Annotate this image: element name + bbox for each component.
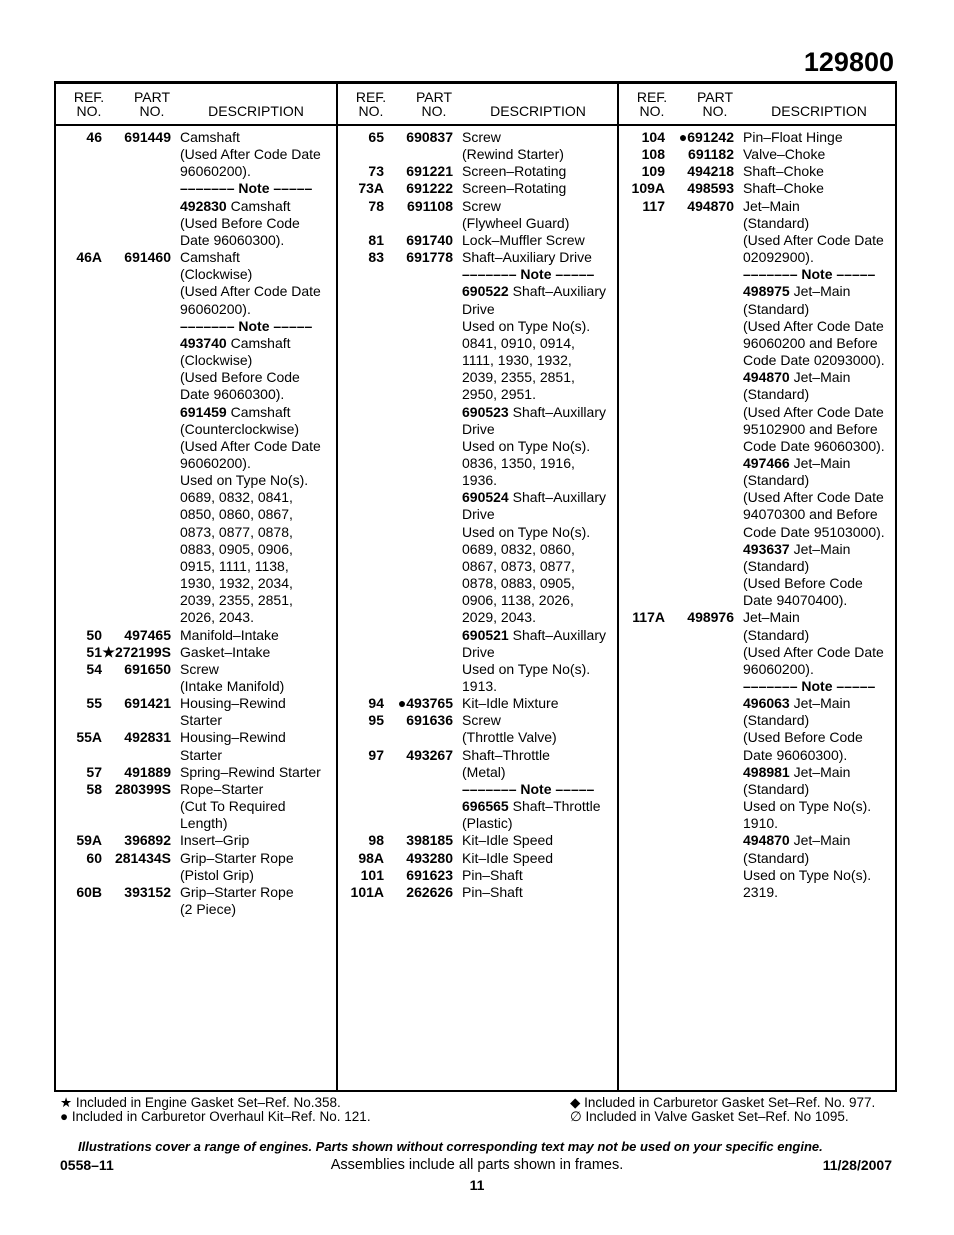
part-number xyxy=(384,283,453,403)
part-number: 691449 xyxy=(124,129,171,145)
part-row xyxy=(56,850,336,884)
part-description xyxy=(734,541,897,610)
part-description: Housing–Rewind Starter xyxy=(180,695,286,729)
part-description: Camshaft (Clockwise) (Used After Code Date 96060200). xyxy=(180,249,321,317)
ref-number: 94 xyxy=(368,695,384,712)
part-description: Grip–Starter Rope (2 Piece) xyxy=(180,883,294,918)
parts-column-2 xyxy=(336,84,619,1090)
alt-part-description: Shaft–Auxillary Drive Used on Type No(s). 1913. xyxy=(462,626,606,694)
part-description: Screw (Flywheel Guard) xyxy=(462,197,570,231)
part-row xyxy=(56,180,336,197)
ref-number xyxy=(619,832,665,901)
part-number: 393152 xyxy=(124,883,171,900)
part-description xyxy=(453,283,619,403)
part-number xyxy=(102,404,171,627)
part-row xyxy=(56,404,336,627)
part-number xyxy=(665,266,734,283)
part-description xyxy=(734,455,897,541)
part-row xyxy=(619,129,897,146)
ref-number: 60 xyxy=(86,849,102,866)
part-number xyxy=(384,404,453,490)
alt-part-number: 493740 xyxy=(180,334,227,351)
column-header xyxy=(56,84,336,126)
ref-number xyxy=(56,335,102,404)
part-description: Kit–Idle Speed xyxy=(462,832,554,849)
ref-number xyxy=(56,404,102,627)
part-number: 691221 xyxy=(406,163,453,180)
ref-number: 73A xyxy=(358,180,384,197)
part-row xyxy=(56,764,336,781)
ref-no-header: REF. NO. xyxy=(636,89,668,119)
alt-part-number: 494870 xyxy=(743,832,790,849)
alt-part-description: Camshaft (Clockwise) (Used Before Code Date 96060300). xyxy=(180,334,300,403)
parts-column-1 xyxy=(56,84,336,1090)
legend-star: ★ Included in Engine Gasket Set–Ref. No.358. xyxy=(60,1095,341,1110)
part-number: 690837 xyxy=(406,129,453,145)
alt-part-number: 493637 xyxy=(743,540,790,557)
part-row xyxy=(619,163,897,180)
part-number: 281434S xyxy=(114,849,171,866)
parts-rows xyxy=(619,129,897,901)
alt-part-number: 496063 xyxy=(743,695,790,712)
part-description: Shaft–Auxiliary Drive xyxy=(462,249,592,266)
part-number: ●691242 xyxy=(678,129,734,145)
part-description: Lock–Muffler Screw xyxy=(462,231,585,248)
part-row xyxy=(619,832,897,901)
ref-number xyxy=(619,695,665,764)
part-row xyxy=(338,198,619,232)
part-row xyxy=(338,798,619,832)
part-row xyxy=(56,198,336,249)
description-header: DESCRIPTION xyxy=(208,103,304,119)
part-row xyxy=(619,369,897,455)
ref-number: 98 xyxy=(368,832,384,849)
alt-part-description: Shaft–Auxillary Drive Used on Type No(s). 0836, 1350, 1916, 1936. xyxy=(462,403,606,489)
page-number: 11 xyxy=(469,1177,485,1193)
ref-number: 78 xyxy=(368,197,384,214)
part-no-header: PART NO. xyxy=(133,89,171,119)
column-header xyxy=(338,84,619,126)
alt-part-number: 690524 xyxy=(462,489,509,506)
part-description xyxy=(734,832,897,901)
part-number xyxy=(384,266,453,283)
part-row xyxy=(619,283,897,369)
ref-number xyxy=(619,764,665,833)
part-row xyxy=(56,832,336,849)
ref-number xyxy=(338,404,384,490)
alt-part-description: Jet–Main (Standard) (Used After Code Date 95102900 and Before Code Date 96060300). xyxy=(743,369,885,454)
ref-number: 54 xyxy=(86,660,102,677)
ref-number: 104 xyxy=(641,129,665,145)
part-number xyxy=(384,627,453,696)
disclaimer: Illustrations cover a range of engines. Parts shown without corresponding text may not be used on your specific engine. xyxy=(78,1139,823,1154)
part-no-header: PART NO. xyxy=(415,89,453,119)
part-description: Pin–Float Hinge xyxy=(743,129,843,145)
ref-number xyxy=(338,781,384,798)
part-number: ★272199S xyxy=(102,643,171,660)
part-row xyxy=(338,884,619,901)
ref-number xyxy=(619,541,665,610)
part-description: Valve–Choke xyxy=(743,146,826,163)
part-row xyxy=(56,249,336,318)
description-header: DESCRIPTION xyxy=(490,103,586,119)
part-number: 691623 xyxy=(406,866,453,883)
part-number: 498593 xyxy=(687,180,734,197)
alt-part-description: Jet–Main (Standard) (Used After Code Date 96060200 and Before Code Date 02093000). xyxy=(743,283,885,369)
alt-part-description: Camshaft (Used Before Code Date 96060300). xyxy=(180,197,300,248)
part-description: Rope–Starter (Cut To Required Length) xyxy=(180,780,286,832)
part-row xyxy=(338,404,619,490)
part-row xyxy=(56,335,336,404)
ref-number: 65 xyxy=(368,129,384,145)
part-number xyxy=(102,318,171,335)
part-number xyxy=(102,180,171,197)
part-number: 280399S xyxy=(114,780,171,797)
part-number xyxy=(665,283,734,369)
alt-part-number: 696565 xyxy=(462,798,509,815)
ref-number: 101A xyxy=(350,883,384,900)
part-row xyxy=(338,163,619,180)
part-row xyxy=(338,489,619,626)
note-divider: ––––––– Note ––––– xyxy=(180,180,313,197)
part-description xyxy=(734,369,897,455)
part-row xyxy=(338,850,619,867)
ref-number: 50 xyxy=(86,626,102,643)
model-number: 129800 xyxy=(803,47,894,77)
part-row xyxy=(56,644,336,661)
alt-part-description: Shaft–Throttle (Plastic) xyxy=(462,798,601,832)
alt-part-description: Jet–Main (Standard) (Used Before Code Date 94070400). xyxy=(743,540,863,609)
part-row xyxy=(56,318,336,335)
part-number: 497465 xyxy=(124,626,171,643)
ref-number: 51 xyxy=(86,643,102,660)
part-row xyxy=(619,695,897,764)
part-number: 491889 xyxy=(124,763,171,780)
part-row xyxy=(56,695,336,729)
legend-empty-set: ∅ Included in Valve Gasket Set–Ref. No 1095. xyxy=(570,1109,849,1124)
note-divider: ––––––– Note ––––– xyxy=(180,317,313,334)
ref-number xyxy=(338,489,384,626)
ref-number: 55 xyxy=(86,695,102,712)
part-description: Housing–Rewind Starter xyxy=(180,729,286,763)
alt-part-number: 690522 xyxy=(462,283,509,300)
part-number: 691108 xyxy=(407,197,453,214)
alt-part-number: 498975 xyxy=(743,283,790,300)
part-row xyxy=(338,747,619,781)
part-row xyxy=(338,781,619,798)
ref-number xyxy=(338,266,384,283)
part-description: Grip–Starter Rope (Pistol Grip) xyxy=(180,849,294,883)
part-row xyxy=(338,232,619,249)
part-number: 691636 xyxy=(406,712,453,729)
part-description: Screw (Intake Manifold) xyxy=(180,660,285,694)
part-number xyxy=(102,198,171,249)
document-code: 0558–11 xyxy=(60,1157,114,1173)
part-number xyxy=(384,489,453,626)
part-number: 691421 xyxy=(124,695,171,712)
alt-part-number: 492830 xyxy=(180,197,227,214)
part-number: 492831 xyxy=(124,729,171,746)
part-description: Jet–Main (Standard) (Used After Code Date 02092900). xyxy=(743,197,884,266)
ref-number: 109 xyxy=(641,163,665,180)
part-number: ●493765 xyxy=(397,695,453,712)
part-description: Screw (Rewind Starter) xyxy=(462,129,564,163)
part-number: 396892 xyxy=(124,832,171,849)
part-description xyxy=(453,489,619,626)
part-number xyxy=(665,678,734,695)
alt-part-description: Shaft–Auxillary Drive Used on Type No(s). 0689, 0832, 0860, 0867, 0873, 0877, 0878, 0883, 0905, 0906, 1138, 2026, 2029, 2043. xyxy=(462,489,606,626)
alt-part-description: Camshaft (Counterclockwise) (Used After Code Date 96060200). Used on Type No(s). 0689, 0832, 0841, 0850, 0860, 0867, 0873, 0877, 0878, 0883, 0905, 0906, 0915, 1111, 1138, 1930, 1932, 2034, 2039, 2355, 2851, 2026, 2043. xyxy=(180,403,321,626)
part-number xyxy=(384,781,453,798)
part-description xyxy=(171,335,336,404)
note-divider: ––––––– Note ––––– xyxy=(462,266,595,283)
alt-part-description: Jet–Main (Standard) Used on Type No(s). 2319. xyxy=(743,832,872,900)
part-number: 493280 xyxy=(406,849,453,866)
part-row xyxy=(338,832,619,849)
parts-rows xyxy=(338,129,619,901)
part-description xyxy=(171,198,336,249)
assemblies-note: Assemblies include all parts shown in frames. xyxy=(330,1157,624,1173)
ref-number xyxy=(619,455,665,541)
alt-part-number: 497466 xyxy=(743,454,790,471)
part-row xyxy=(619,541,897,610)
part-number: 493267 xyxy=(406,746,453,763)
part-number: 691650 xyxy=(124,660,171,677)
part-no-header: PART NO. xyxy=(696,89,734,119)
legend-dot: ● Included in Carburetor Overhaul Kit–Ref. No. 121. xyxy=(60,1109,371,1124)
part-description xyxy=(734,283,897,369)
part-number: 691740 xyxy=(406,231,453,248)
part-description: Spring–Rewind Starter xyxy=(180,763,321,780)
part-row xyxy=(619,266,897,283)
part-description: Shaft–Choke xyxy=(743,180,824,197)
parts-column-3 xyxy=(617,84,897,1090)
part-number xyxy=(665,455,734,541)
ref-number xyxy=(619,283,665,369)
part-description: Manifold–Intake xyxy=(180,626,279,643)
ref-number: 98A xyxy=(358,849,384,866)
part-description: Screen–Rotating xyxy=(462,163,567,180)
part-description xyxy=(453,404,619,490)
ref-no-header: REF. NO. xyxy=(73,89,105,119)
part-row xyxy=(56,884,336,918)
parts-table xyxy=(54,82,897,1092)
part-number: 691460 xyxy=(124,249,171,266)
part-row xyxy=(619,609,897,678)
part-number xyxy=(665,541,734,610)
ref-number xyxy=(338,283,384,403)
part-row xyxy=(338,695,619,712)
document-date: 11/28/2007 xyxy=(822,1157,892,1173)
part-description xyxy=(734,695,897,764)
part-description: Insert–Grip xyxy=(180,832,250,849)
part-row xyxy=(56,129,336,180)
part-description xyxy=(453,798,619,832)
part-description xyxy=(734,764,897,833)
ref-number: 73 xyxy=(368,163,384,180)
part-number xyxy=(102,335,171,404)
part-number: 398185 xyxy=(406,832,453,849)
ref-number xyxy=(56,198,102,249)
part-number xyxy=(665,695,734,764)
ref-number: 46A xyxy=(76,249,102,266)
part-number: 494870 xyxy=(687,197,734,214)
part-description: Screen–Rotating xyxy=(462,180,567,197)
note-divider: ––––––– Note ––––– xyxy=(462,780,595,797)
ref-no-header: REF. NO. xyxy=(355,89,387,119)
ref-number: 117 xyxy=(642,197,665,214)
part-row xyxy=(56,781,336,832)
part-description: Camshaft (Used After Code Date 96060200). xyxy=(180,129,321,180)
part-row xyxy=(619,198,897,267)
part-row xyxy=(338,867,619,884)
part-number xyxy=(665,832,734,901)
part-row xyxy=(338,249,619,266)
part-row xyxy=(619,678,897,695)
part-number xyxy=(384,798,453,832)
ref-number: 83 xyxy=(368,249,384,266)
part-description: Pin–Shaft xyxy=(462,883,523,900)
part-row xyxy=(338,180,619,197)
part-description xyxy=(171,404,336,627)
part-number xyxy=(665,764,734,833)
column-header xyxy=(619,84,897,126)
part-description: Kit–Idle Mixture xyxy=(462,695,559,712)
ref-number: 46 xyxy=(86,129,102,145)
alt-part-description: Jet–Main (Standard) (Used After Code Date 94070300 and Before Code Date 95103000). xyxy=(743,454,885,540)
part-row xyxy=(56,661,336,695)
part-description: Screw (Throttle Valve) xyxy=(462,712,557,746)
part-number: 498976 xyxy=(687,609,734,626)
part-description: Pin–Shaft xyxy=(462,866,523,883)
alt-part-description: Shaft–Auxiliary Drive Used on Type No(s). 0841, 0910, 0914, 1111, 1930, 1932, 2039, 2355, 2851, 2950, 2951. xyxy=(462,283,606,403)
part-row xyxy=(56,627,336,644)
parts-rows xyxy=(56,129,336,918)
ref-number: 59A xyxy=(76,832,102,849)
ref-number xyxy=(619,266,665,283)
alt-part-number: 498981 xyxy=(743,763,790,780)
ref-number: 101 xyxy=(360,866,384,883)
alt-part-number: 691459 xyxy=(180,403,227,420)
part-description: Shaft–Choke xyxy=(743,163,824,180)
part-row xyxy=(619,764,897,833)
note-divider: ––––––– Note ––––– xyxy=(743,678,876,694)
ref-number xyxy=(56,318,102,335)
part-description: Jet–Main (Standard) (Used After Code Date 96060200). xyxy=(743,609,884,677)
part-number: 262626 xyxy=(406,883,453,900)
alt-part-description: Jet–Main (Standard) Used on Type No(s). 1910. xyxy=(743,763,872,832)
note-divider: ––––––– Note ––––– xyxy=(743,266,876,283)
legend-diamond: ◆ Included in Carburetor Gasket Set–Ref. No. 977. xyxy=(570,1095,876,1110)
ref-number xyxy=(56,180,102,197)
ref-number: 60B xyxy=(76,883,102,900)
part-number xyxy=(665,369,734,455)
alt-part-description: Jet–Main (Standard) (Used Before Code Date 96060300). xyxy=(743,695,863,763)
part-number: 691222 xyxy=(406,180,453,197)
part-row xyxy=(338,712,619,746)
ref-number xyxy=(619,369,665,455)
part-row xyxy=(619,180,897,197)
part-row xyxy=(619,455,897,541)
ref-number: 117A xyxy=(632,609,665,626)
ref-number: 55A xyxy=(76,729,102,746)
alt-part-number: 690523 xyxy=(462,403,509,420)
part-description: Shaft–Throttle (Metal) xyxy=(462,746,550,780)
part-row xyxy=(619,146,897,163)
alt-part-number: 494870 xyxy=(743,369,790,386)
part-description xyxy=(453,627,619,696)
ref-number xyxy=(338,627,384,696)
part-row xyxy=(338,129,619,163)
part-number: 494218 xyxy=(687,163,734,180)
part-row xyxy=(56,729,336,763)
part-description: Kit–Idle Speed xyxy=(462,849,554,866)
ref-number: 108 xyxy=(641,146,665,163)
ref-number: 58 xyxy=(86,780,102,797)
part-number: 691182 xyxy=(688,146,734,163)
part-row xyxy=(338,627,619,696)
part-row xyxy=(338,283,619,403)
ref-number: 57 xyxy=(86,763,102,780)
ref-number: 97 xyxy=(368,746,384,763)
ref-number: 81 xyxy=(368,231,384,248)
part-row xyxy=(338,266,619,283)
ref-number xyxy=(338,798,384,832)
alt-part-number: 690521 xyxy=(462,626,509,643)
part-description: Gasket–Intake xyxy=(180,643,271,660)
ref-number xyxy=(619,678,665,695)
ref-number: 109A xyxy=(631,180,665,197)
part-number: 691778 xyxy=(406,249,453,266)
ref-number: 95 xyxy=(368,712,384,729)
description-header: DESCRIPTION xyxy=(771,103,867,119)
